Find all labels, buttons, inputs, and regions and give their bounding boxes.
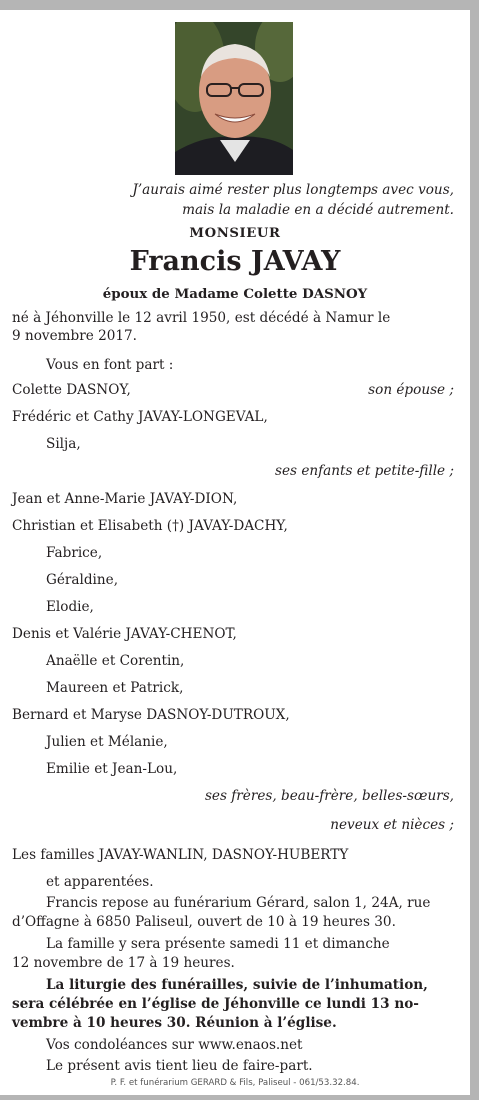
sibling-line: Bernard et Maryse DASNOY-DUTROUX, [12, 707, 290, 723]
deceased-name: Francis JAVAY [129, 246, 341, 277]
sibling-line: Christian et Elisabeth (†) JAVAY-DACHY, [12, 518, 288, 534]
sibling-line: Emilie et Jean-Lou, [46, 761, 178, 777]
sibling-line: Jean et Anne-Marie JAVAY-DION, [12, 491, 238, 507]
grandchild: Silja, [46, 436, 81, 452]
sibling-line: Julien et Mélanie, [46, 734, 168, 750]
liturgy-line-1: La liturgie des funérailles, suivie de l’inhumation, [46, 977, 428, 993]
siblings-role-line-2: neveux et nièces ; [330, 817, 454, 833]
sibling-line: Maureen et Patrick, [46, 680, 184, 696]
rest-line-2: d’Offagne à 6850 Paliseul, ouvert de 10 à 19 heures 30. [12, 914, 396, 930]
honorific: MONSIEUR [189, 226, 281, 241]
related-line: et apparentées. [46, 874, 154, 890]
notice-line: Le présent avis tient lieu de faire-part. [46, 1058, 313, 1074]
announce: Vous en font part : [46, 357, 174, 373]
quote-line-1: J’aurais aimé rester plus longtemps avec vous, [132, 182, 454, 198]
presence-line-2: 12 novembre de 17 à 19 heures. [12, 955, 235, 971]
spouse-role: son épouse ; [368, 382, 454, 398]
birth-death-line-2: 9 novembre 2017. [12, 328, 138, 344]
quote-line-2: mais la maladie en a décidé autrement. [182, 202, 454, 218]
children-role: ses enfants et petite-fille ; [275, 463, 454, 479]
sibling-line: Géraldine, [46, 572, 119, 588]
spouse-line: époux de Madame Colette DASNOY [102, 286, 368, 302]
portrait-image [175, 22, 293, 175]
obituary-card [0, 10, 470, 1095]
child-line: Frédéric et Cathy JAVAY-LONGEVAL, [12, 409, 268, 425]
presence-line-1: La famille y sera présente samedi 11 et dimanche [46, 936, 390, 952]
liturgy-line-3: vembre à 10 heures 30. Réunion à l’église. [12, 1015, 337, 1031]
sibling-line: Denis et Valérie JAVAY-CHENOT, [12, 626, 237, 642]
families-line: Les familles JAVAY-WANLIN, DASNOY-HUBERTY [12, 847, 349, 863]
spouse-name: Colette DASNOY, [12, 382, 131, 398]
siblings-role-line-1: ses frères, beau-frère, belles-sœurs, [204, 788, 454, 804]
portrait-photo [175, 22, 293, 175]
funeral-home-footer: P. F. et funérarium GERARD & Fils, Paliseul - 061/53.32.84. [110, 1078, 360, 1088]
sibling-line: Anaëlle et Corentin, [46, 653, 185, 669]
condolences-line: Vos condoléances sur www.enaos.net [46, 1037, 303, 1053]
liturgy-line-2: sera célébrée en l’église de Jéhonville ce lundi 13 no- [12, 996, 419, 1012]
sibling-line: Fabrice, [46, 545, 103, 561]
birth-death-line-1: né à Jéhonville le 12 avril 1950, est décédé à Namur le [12, 310, 391, 326]
rest-line-1: Francis repose au funérarium Gérard, salon 1, 24A, rue [46, 895, 431, 911]
sibling-line: Elodie, [46, 599, 94, 615]
